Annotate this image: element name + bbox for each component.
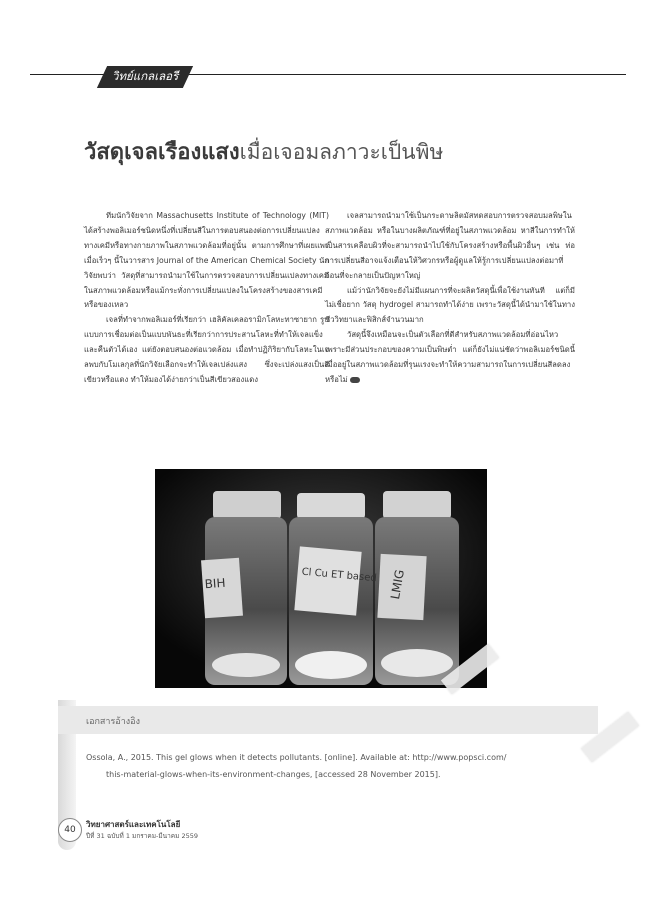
paragraph: ทีมนักวิจัยจาก Massachusetts Institute of Technology (MIT) ได้สร้างพอลิเมอร์ชนิดหนึ่งที่เปลี่ยนสีในการตอบสนองต่อการเปลี่ยนแปลงทางเคมีหรือทางกายภาพในสภาพแวดล้อมที่อยู่นั้น ตามการศึกษาที่เผยแพร่เมื่อเร็วๆ นี้ในวารสาร Journal of the American Chemical Society นักวิจัยพบว่า วัสดุที่สามารถนำมาใช้ในการตรวจสอบการเปลี่ยนแปลงทางเคมีในสภาพแวดล้อมหรือแม้กระทั่งการเปลี่ยนแปลงในโครงสร้างของสารเคมีหรือของเหลว bbox=[84, 211, 329, 310]
paragraph: แม้ว่านักวิจัยจะยังไม่มีแผนการที่จะผลิตวัสดุนี้เพื่อใช้งานทันที แต่ก็มีไม่เชื่อยาก วัสดุ hydrogel สามารถทำได้ง่าย เพราะวัสดุนี้ได้นำมาใช้ในทางชีววิทยาและฟิสิกส์จำนวนมาก bbox=[325, 285, 575, 325]
jar-2 bbox=[289, 493, 373, 685]
end-mark-icon bbox=[350, 377, 360, 383]
jars-photo bbox=[155, 469, 487, 688]
jar-label: LMIG bbox=[387, 568, 407, 601]
paragraph: เจลที่ทำจากพอลิเมอร์ที่เรียกว่า เฮลิคัลเคลอรามิกโลหะทาซายาก รูปแบบการเชื่อมต่อเป็นแบบพันธะที่เรียกว่าการประสานโลหะที่ทำให้เจลแข็งและคืนตัวได้เอง แต่ยังตอบสนองต่อแวดล้อม เมื่อทำปฏิกิริยากับโลหะในเจลพบกับโมเลกุลที่นักวิจัยเลือกจะทำให้เจลเปล่งแสง ซึ่งจะเปล่งแสงเป็นสีเขียวหรือแดง ทำให้มองได้ง่ายกว่าเป็นสีเขียวสองแดง bbox=[84, 315, 329, 384]
right-column bbox=[325, 209, 575, 388]
jar-label: Cl Cu ET based bbox=[301, 566, 378, 585]
jar-label: BIH bbox=[204, 575, 226, 592]
reference-line: this-material-glows-when-its-environment-changes, [accessed 28 November 2015]. bbox=[106, 770, 441, 779]
section-label: วิทย์แกลเลอรี bbox=[112, 69, 179, 83]
reference-line: Ossola, A., 2015. This gel glows when it detects pollutants. [online]. Available at: http://www.popsci.com/ bbox=[86, 753, 507, 762]
references-heading: เอกสารอ้างอิง bbox=[86, 717, 140, 727]
paragraph: เจลสามารถนำมาใช้เป็นกระดาษลิตมัสทดสอบการตรวจสอบมลพิษในสภาพแวดล้อม หรือในบางผลิตภัณฑ์ที่อยู่ในสภาพแวดล้อม หาสีในการทำให้เป็นสารเคลือบผิวที่จะสามารถนำไปใช้กับโครงสร้างหรือพื้นผิวอื่นๆ เช่น ท่อ การเปลี่ยนสีอาจแจ้งเตือนให้วิศวกรหรือผู้ดูแลให้รู้การเปลี่ยนแปลงต่อมาที่ก่อนที่จะกลายเป็นปัญหาใหญ่ bbox=[325, 211, 575, 280]
paragraph: วัสดุนี้จึงเหมือนจะเป็นตัวเลือกที่ดีสำหรับสภาพแวดล้อมที่อ่อนไหว เพราะมีส่วนประกอบของความเป็นพิษต่ำ แต่ก็ยังไม่แน่ชัดว่าพอลิเมอร์ชนิดนี้เมื่ออยู่ในสภาพแวดล้อมที่รุนแรงจะทำให้ความสามารถในการเปลี่ยนสีลดลงหรือไม่ bbox=[325, 330, 575, 384]
title-rest: เมื่อเจอมลภาวะเป็นพิษ bbox=[239, 140, 444, 164]
issue-info: ปีที่ 31 ฉบับที่ 1 มกราคม-มีนาคม 2559 bbox=[86, 832, 199, 840]
left-column bbox=[84, 209, 329, 388]
magazine-title: วิทยาศาสตร์และเทคโนโลยี bbox=[86, 820, 181, 829]
jar-3 bbox=[375, 491, 459, 685]
page-number: 40 bbox=[58, 818, 82, 842]
jars-illustration bbox=[155, 469, 487, 688]
article-title bbox=[84, 142, 443, 164]
reference-entry bbox=[86, 749, 572, 783]
title-bold: วัสดุเจลเรืองแสง bbox=[84, 140, 240, 165]
